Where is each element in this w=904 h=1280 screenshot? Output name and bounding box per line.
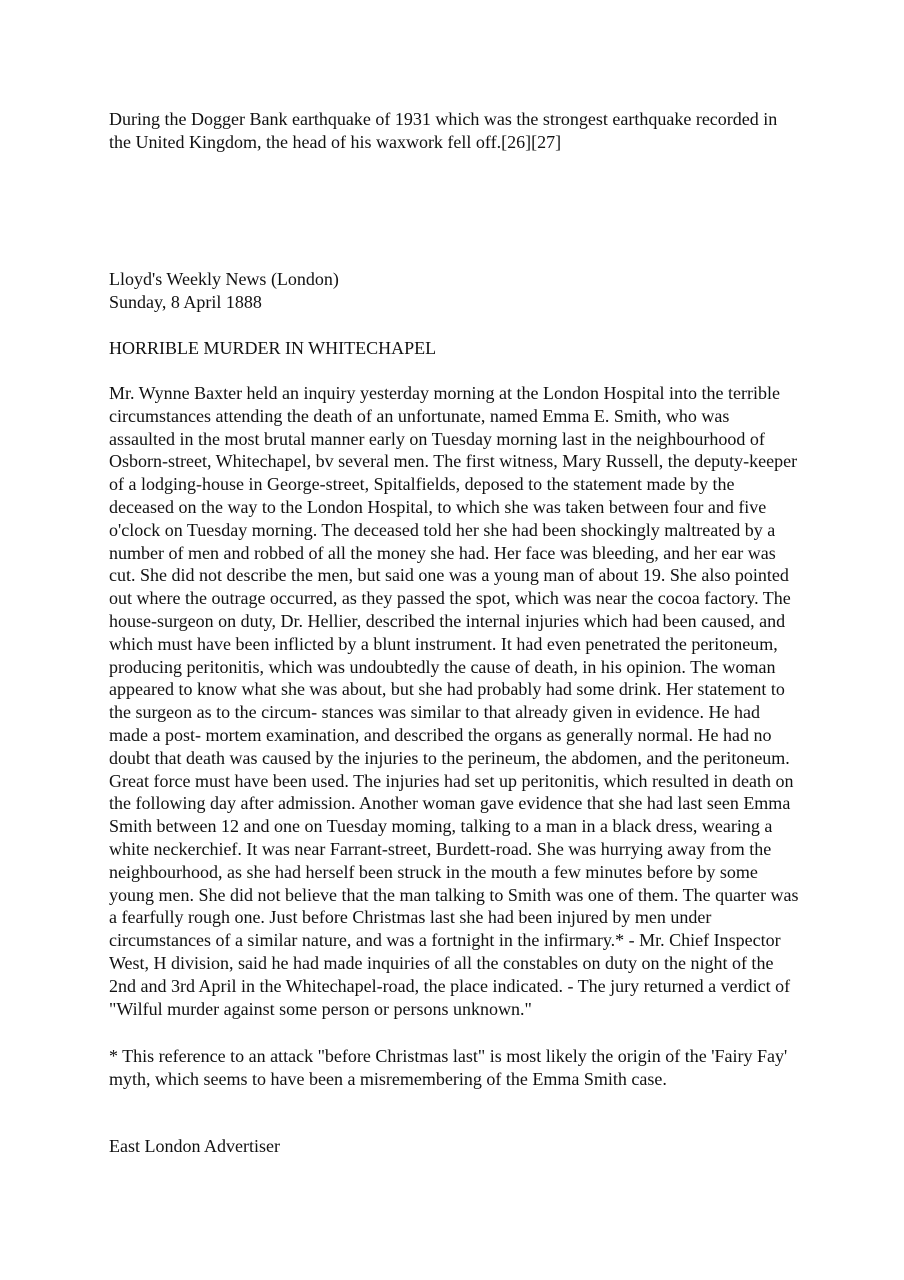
publication-name: Lloyd's Weekly News (London) (109, 269, 339, 289)
publication-date: Sunday, 8 April 1888 (109, 291, 262, 312)
earthquake-paragraph: During the Dogger Bank earthquake of 1931 which was the strongest earthquake recorded in the United Kingdom, the head of his waxwork fell off.[26][27] (109, 109, 778, 152)
article-body: Mr. Wynne Baxter held an inquiry yesterday morning at the London Hospital into the terrible circumstances attending the death of an unfortunate, named Emma E. Smith, who was assaulted in the most brutal manner early on Tuesday morning last in the neighbourhood of Osborn-street, Whitechapel, bv several men. The first witness, Mary Russell, the deputy-keeper of a lodging-house in George-street, Spitalfields, deposed to the statement made by the deceased on the way to the London Hospital, to which she was taken between four and five o'clock on Tuesday morning. The deceased told her she had been shockingly maltreated by a number of men and robbed of all the money she had. Her face was bleeding, and her ear was cut. She did not describe the men, but said one was a young man of about 19. She also pointed out where the outrage occurred, as they passed the spot, which was near the cocoa factory. The house-surgeon on duty, Dr. Hellier, described the internal injuries which had been caused, and which must have been inflicted by a blunt instrument. It had even penetrated the peritoneum, producing peritonitis, which was undoubtedly the cause of death, in his opinion. The woman appeared to know what she was about, but she had probably had some drink. Her statement to the surgeon as to the circum- stances was similar to that already given in evidence. He had made a post- mortem examination, and described the organs as generally normal. He had no doubt that death was caused by the injuries to the perineum, the abdomen, and the peritoneum. Great force must have been used. The injuries had set up peritonitis, which resulted in death on the following day after admission. Another woman gave evidence that she had last seen Emma Smith between 12 and one on Tuesday moming, talking to a man in a black dress, wearing a white neckerchief. It was near Farrant-street, Burdett-road. She was hurrying away from the neighbourhood, as she had herself been struck in the mouth a few minutes before by some young men. She did not believe that the man talking to Smith was one of them. The quarter was a fearfully rough one. Just before Christmas last she had been injured by men under circumstances of a similar nature, and was a fortnight in the infirmary.* - Mr. Chief Inspector West, H division, said he had made inquiries of all the constables on duty on the night of the 2nd and 3rd April in the Whitechapel-road, the place indicated. - The jury returned a verdict of "Wilful murder against some person or persons unknown." (109, 383, 799, 1019)
next-source-title: East London Advertiser (109, 1136, 280, 1156)
article-headline: HORRIBLE MURDER IN WHITECHAPEL (109, 338, 437, 358)
footnote: * This reference to an attack "before Christmas last" is most likely the origin of the 'Fairy Fay' myth, which seems to have been a misremembering of the Emma Smith case. (109, 1046, 788, 1089)
source-header (109, 268, 799, 314)
